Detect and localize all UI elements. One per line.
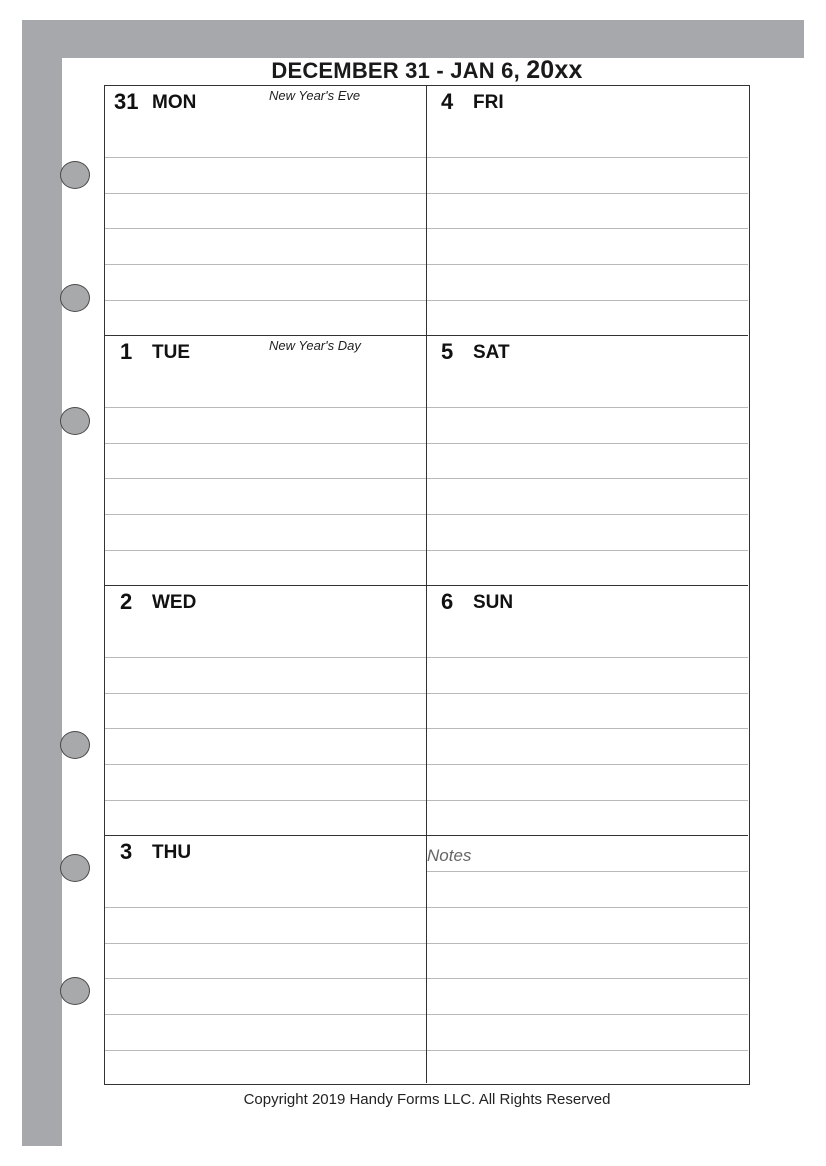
writing-line <box>105 478 426 479</box>
writing-line <box>105 550 426 551</box>
binder-hole <box>60 161 90 189</box>
writing-line <box>105 764 426 765</box>
writing-line <box>427 550 748 551</box>
writing-line <box>427 514 748 515</box>
writing-line <box>105 1050 426 1051</box>
writing-line <box>427 1014 748 1015</box>
writing-line <box>427 978 748 979</box>
writing-line <box>427 871 748 872</box>
holiday-label: New Year's Eve <box>269 88 361 103</box>
writing-line <box>427 693 748 694</box>
day-name: WED <box>152 592 197 613</box>
writing-line <box>105 228 426 229</box>
copyright-footer: Copyright 2019 Handy Forms LLC. All Rights Reserved <box>243 1091 611 1108</box>
writing-line <box>105 264 426 265</box>
writing-line <box>427 443 748 444</box>
day-cell-wednesday[interactable] <box>105 586 427 836</box>
writing-line <box>105 514 426 515</box>
writing-line <box>105 157 426 158</box>
week-range: DECEMBER 31 - JAN 6, <box>271 58 527 83</box>
day-number: 5 <box>441 339 454 364</box>
binder-hole <box>60 284 90 312</box>
writing-line <box>427 228 748 229</box>
writing-line <box>105 800 426 801</box>
day-name: SUN <box>473 592 514 613</box>
day-cell-thursday[interactable] <box>105 836 427 1083</box>
writing-line <box>427 907 748 908</box>
writing-line <box>427 157 748 158</box>
writing-line <box>105 693 426 694</box>
writing-line <box>427 407 748 408</box>
writing-line <box>427 728 748 729</box>
writing-line <box>105 443 426 444</box>
writing-line <box>427 264 748 265</box>
writing-line <box>105 907 426 908</box>
day-cell-tuesday[interactable] <box>105 336 427 586</box>
writing-line <box>427 193 748 194</box>
writing-line <box>105 728 426 729</box>
day-cell-monday[interactable] <box>105 86 427 336</box>
writing-line <box>105 300 426 301</box>
holiday-label: New Year's Day <box>269 338 361 353</box>
day-number: 4 <box>441 89 454 114</box>
writing-line <box>427 764 748 765</box>
day-cell-sunday[interactable] <box>427 586 748 836</box>
day-number: 2 <box>120 589 133 614</box>
writing-line <box>105 943 426 944</box>
year-placeholder: 20xx <box>526 56 583 84</box>
binder-hole <box>60 977 90 1005</box>
day-cell-friday[interactable] <box>427 86 748 336</box>
writing-line <box>105 193 426 194</box>
binder-hole <box>60 731 90 759</box>
day-number: 1 <box>120 339 133 364</box>
day-name: TUE <box>152 342 190 363</box>
day-name: MON <box>152 92 197 113</box>
writing-line <box>105 657 426 658</box>
day-name: FRI <box>473 92 504 113</box>
writing-line <box>427 657 748 658</box>
day-number: 3 <box>120 839 133 864</box>
day-name: THU <box>152 842 192 863</box>
page-title <box>104 56 750 85</box>
notes-cell[interactable] <box>427 836 748 1083</box>
writing-line <box>427 478 748 479</box>
writing-line <box>427 943 748 944</box>
day-number: 6 <box>441 589 454 614</box>
writing-line <box>105 978 426 979</box>
writing-line <box>427 300 748 301</box>
writing-line <box>427 1050 748 1051</box>
writing-line <box>427 800 748 801</box>
day-cell-saturday[interactable] <box>427 336 748 586</box>
notes-label: Notes <box>427 846 472 865</box>
writing-line <box>105 407 426 408</box>
week-grid <box>104 85 750 1085</box>
day-name: SAT <box>473 342 510 363</box>
writing-line <box>105 1014 426 1015</box>
binder-hole <box>60 854 90 882</box>
binder-hole <box>60 407 90 435</box>
day-number: 31 <box>114 89 139 114</box>
